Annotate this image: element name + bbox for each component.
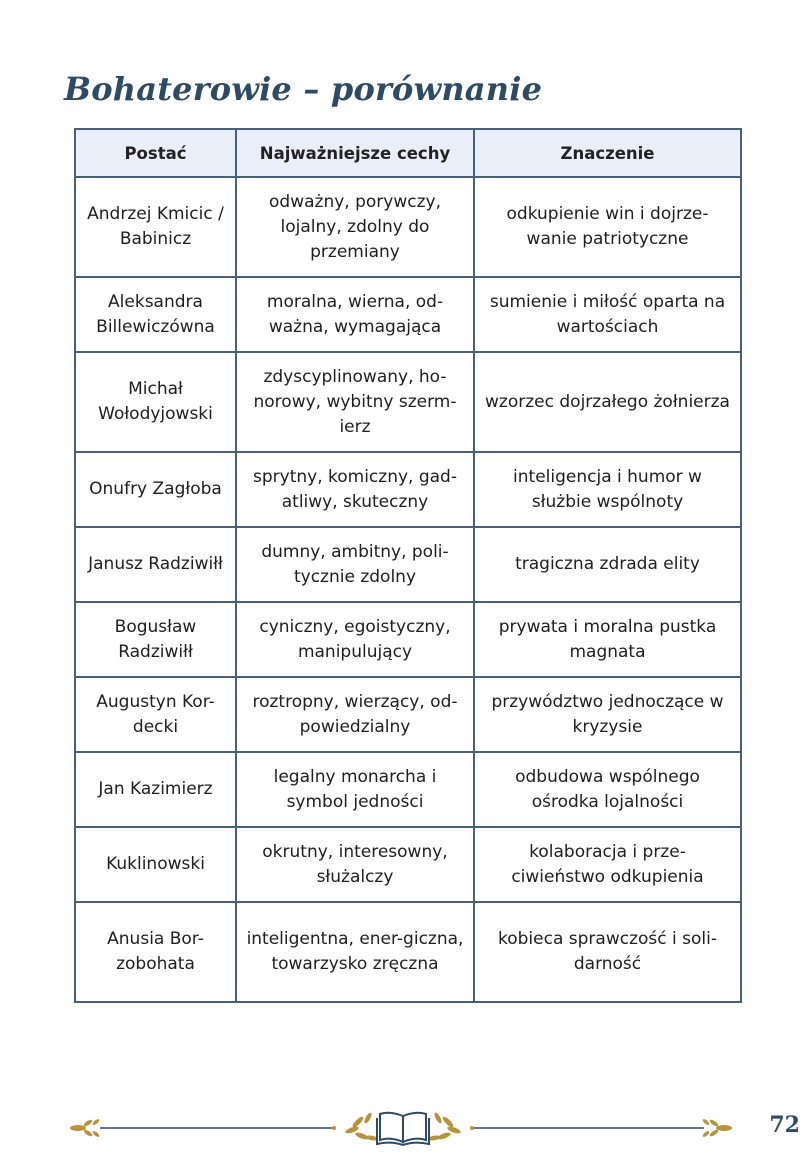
header-traits: Najważniejsze cechy — [236, 129, 474, 177]
cell-significance: odbudowa wspólnego ośrodka lojalności — [474, 752, 741, 827]
header-significance: Znaczenie — [474, 129, 741, 177]
open-book-icon — [377, 1113, 429, 1145]
table-row — [75, 277, 741, 352]
cell-significance: wzorzec dojrzałego żołnierza — [474, 352, 741, 452]
page-number: 72 — [769, 1112, 800, 1138]
cell-traits: cyniczny, egoistyczny, manipulujący — [236, 602, 474, 677]
comparison-table — [74, 128, 742, 1003]
table-row — [75, 902, 741, 1002]
cell-character: Jan Kazimierz — [75, 752, 236, 827]
table-row — [75, 677, 741, 752]
cell-character: Augustyn Kor-decki — [75, 677, 236, 752]
dot-icon — [332, 1126, 336, 1130]
cell-significance: odkupienie win i dojrze-wanie patriotyczne — [474, 177, 741, 277]
laurel-icon — [702, 1118, 732, 1138]
table-row — [75, 752, 741, 827]
cell-character: Janusz Radziwiłł — [75, 527, 236, 602]
cell-significance: tragiczna zdrada elity — [474, 527, 741, 602]
cell-character: Anusia Bor-zobohata — [75, 902, 236, 1002]
table-row — [75, 177, 741, 277]
dot-icon — [470, 1126, 474, 1130]
cell-traits: roztropny, wierzący, od-powiedzialny — [236, 677, 474, 752]
cell-character: Andrzej Kmicic / Babinicz — [75, 177, 236, 277]
cell-significance: inteligencja i humor w służbie wspólnoty — [474, 452, 741, 527]
cell-significance: przywództwo jednoczące w kryzysie — [474, 677, 741, 752]
table-row — [75, 827, 741, 902]
table-row — [75, 527, 741, 602]
cell-significance: prywata i moralna pustka magnata — [474, 602, 741, 677]
cell-character: Aleksandra Billewiczówna — [75, 277, 236, 352]
cell-character: Onufry Zagłoba — [75, 452, 236, 527]
cell-traits: dumny, ambitny, poli-tycznie zdolny — [236, 527, 474, 602]
cell-significance: kolaboracja i prze-ciwieństwo odkupienia — [474, 827, 741, 902]
table-header-row — [75, 129, 741, 177]
cell-traits: odważny, porywczy, lojalny, zdolny do przemiany — [236, 177, 474, 277]
cell-traits: moralna, wierna, od-ważna, wymagająca — [236, 277, 474, 352]
cell-traits: inteligentna, ener-giczna, towarzysko zręczna — [236, 902, 474, 1002]
page-title: Bohaterowie – porównanie — [64, 70, 543, 108]
table-row — [75, 352, 741, 452]
cell-significance: kobieca sprawczość i soli-darność — [474, 902, 741, 1002]
table-row — [75, 452, 741, 527]
cell-traits: sprytny, komiczny, gad-atliwy, skuteczny — [236, 452, 474, 527]
cell-character: Michał Wołodyjowski — [75, 352, 236, 452]
table-row — [75, 602, 741, 677]
cell-traits: legalny monarcha i symbol jedności — [236, 752, 474, 827]
laurel-icon — [70, 1118, 100, 1138]
cell-traits: okrutny, interesowny, służalczy — [236, 827, 474, 902]
header-character: Postać — [75, 129, 236, 177]
cell-character: Bogusław Radziwiłł — [75, 602, 236, 677]
cell-character: Kuklinowski — [75, 827, 236, 902]
footer-ornament-graphic — [0, 1100, 812, 1158]
footer-ornament — [0, 1100, 812, 1158]
cell-significance: sumienie i miłość oparta na wartościach — [474, 277, 741, 352]
cell-traits: zdyscyplinowany, ho-norowy, wybitny szerm-ierz — [236, 352, 474, 452]
